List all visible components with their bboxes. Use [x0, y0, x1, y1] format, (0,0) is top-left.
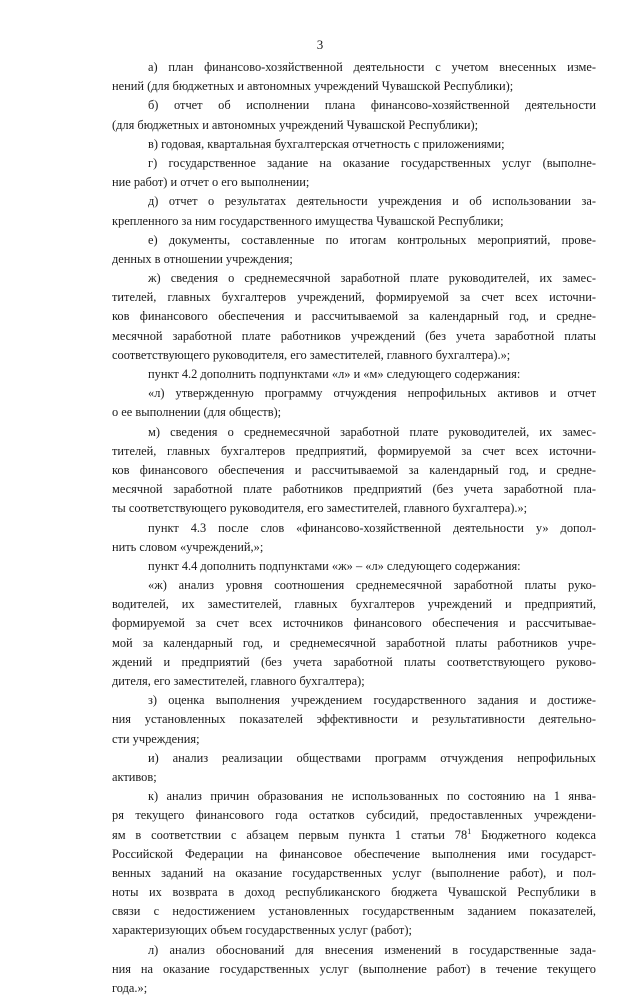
text-line — [112, 634, 596, 653]
text-line-content: тителей, главных бухгалтеров предприятий, формируемой за счет всех источни- — [112, 443, 596, 458]
text-line — [112, 192, 596, 211]
text-line-content: нений (для бюджетных и автономных учреждений Чувашской Республики); — [112, 79, 514, 94]
text-line-content: м) сведения о среднемесячной заработной плате руководителей, их замес- — [148, 424, 596, 439]
text-line — [112, 730, 596, 749]
text-line-content: венных заданий на оказание государственных услуг (выполнение работ), и пол- — [112, 865, 596, 880]
text-line — [112, 499, 596, 518]
text-line-content: мой за календарный год, и среднемесячной заработной платы работников учре- — [112, 635, 596, 650]
text-line — [112, 346, 596, 365]
text-line-content: характеризующих объем государственных услуг (работ); — [112, 923, 412, 938]
text-line-content: нить словом «учреждений,»; — [112, 539, 264, 554]
text-line-content: месячной заработной плате работников учреждений (без учета заработной платы — [112, 328, 596, 343]
text-line — [112, 557, 596, 576]
text-line — [112, 384, 596, 403]
text-line-content: соответствующего руководителя, его заместителей, главного бухгалтера).»; — [112, 347, 511, 362]
text-line — [112, 250, 596, 269]
text-line — [112, 749, 596, 768]
text-line — [112, 672, 596, 691]
text-line-content: ря текущего финансового года остатков субсидий, предоставленных учреждени- — [112, 808, 596, 823]
text-line — [112, 58, 596, 77]
text-line-content: пункт 4.4 дополнить подпунктами «ж» – «л» следующего содержания: — [148, 558, 521, 573]
text-line — [112, 960, 596, 979]
text-line — [112, 116, 596, 135]
document-body — [112, 58, 596, 998]
text-line-content: ков финансового обеспечения и рассчитываемой за календарный год, и средне- — [112, 462, 596, 477]
text-line — [112, 768, 596, 787]
text-line — [112, 826, 596, 845]
text-line — [112, 864, 596, 883]
text-line-content: ноты их возврата в доход республиканского бюджета Чувашской Республики в — [112, 885, 596, 900]
text-line — [112, 576, 596, 595]
text-line-content: ты соответствующего руководителя, его заместителей, главного бухгалтера).»; — [112, 501, 528, 516]
text-line — [112, 135, 596, 154]
text-line-content: года.»; — [112, 981, 148, 995]
text-line — [112, 442, 596, 461]
text-line-content: связи с недостижением установленных государственным заданием показателей, — [112, 904, 596, 919]
text-line-content: ж) сведения о среднемесячной заработной плате руководителей, их замес- — [148, 271, 596, 286]
text-line — [112, 173, 596, 192]
text-line-content: ния установленных показателей эффективности и результативности деятельно- — [112, 712, 596, 727]
text-line-content: тителей, главных бухгалтеров учреждений, формируемой за счет всех источни- — [112, 290, 596, 305]
text-line — [112, 538, 596, 557]
text-line-content: ние работ) и отчет о его выполнении; — [112, 175, 310, 190]
text-line-content: е) документы, составленные по итогам контрольных мероприятий, прове- — [148, 232, 596, 247]
text-line — [112, 403, 596, 422]
text-line-content: з) оценка выполнения учреждением государственного задания и достиже- — [148, 693, 596, 708]
text-line-content: б) отчет об исполнении плана финансово-хозяйственной деятельности — [148, 98, 596, 113]
page-number: 3 — [316, 37, 324, 52]
text-line — [112, 902, 596, 921]
text-line-content: крепленного за ним государственного имущества Чувашской Республики; — [112, 213, 504, 228]
text-line-content: к) анализ причин образования не использованных по состоянию на 1 янва- — [148, 789, 596, 804]
text-line-content: а) план финансово-хозяйственной деятельности с учетом внесенных изме- — [148, 60, 596, 74]
text-line-content: «л) утвержденную программу отчуждения непрофильных активов и отчет — [148, 386, 596, 401]
text-line-content: пункт 4.2 дополнить подпунктами «л» и «м» следующего содержания: — [148, 367, 521, 381]
text-line — [112, 212, 596, 231]
text-line — [112, 595, 596, 614]
text-line — [112, 288, 596, 307]
text-line-content: месячной заработной плате работников предприятий (без учета заработной пла- — [112, 482, 596, 497]
text-line — [112, 691, 596, 710]
text-line-content: (для бюджетных и автономных учреждений Чувашской Республики); — [112, 117, 479, 132]
text-line — [112, 154, 596, 173]
text-line-content: д) отчет о результатах деятельности учреждения и об использовании за- — [148, 194, 596, 209]
text-line — [112, 365, 596, 384]
text-line — [112, 327, 596, 346]
text-line-content: денных в отношении учреждения; — [112, 251, 293, 266]
text-line-content: и) анализ реализации обществами программ отчуждения непрофильных — [148, 750, 596, 765]
text-line — [112, 787, 596, 806]
text-line — [112, 77, 596, 96]
text-line-content: ков финансового обеспечения и рассчитываемой за календарный год, и средне- — [112, 309, 596, 324]
text-line-content: активов; — [112, 769, 157, 784]
text-line — [112, 653, 596, 672]
text-line — [112, 461, 596, 480]
text-line-content: «ж) анализ уровня соотношения среднемесячной заработной платы руко- — [148, 578, 596, 593]
text-line — [112, 269, 596, 288]
text-line-content: дителя, его заместителей, главного бухгалтера); — [112, 674, 365, 688]
text-line — [112, 96, 596, 115]
text-line — [112, 231, 596, 250]
text-line — [112, 614, 596, 633]
text-line — [112, 519, 596, 538]
text-line-content: о ее выполнении (для обществ); — [112, 405, 282, 420]
text-line — [112, 845, 596, 864]
text-line — [112, 806, 596, 825]
text-line — [112, 921, 596, 940]
text-line-content: в) годовая, квартальная бухгалтерская отчетность с приложениями; — [148, 136, 505, 151]
text-line — [112, 979, 596, 998]
text-line-content: ния на оказание государственных услуг (выполнение работ) в течение текущего — [112, 961, 596, 976]
text-line — [112, 883, 596, 902]
text-line — [112, 307, 596, 326]
text-line — [112, 710, 596, 729]
text-line — [112, 480, 596, 499]
superscript: 1 — [467, 826, 472, 836]
text-line — [112, 423, 596, 442]
text-line-content: л) анализ обоснований для внесения изменений в государственные зада- — [148, 942, 596, 957]
text-line-content: г) государственное задание на оказание государственных услуг (выполне- — [148, 155, 596, 170]
text-line-content: водителей, их заместителей, главных бухгалтеров учреждений и предприятий, — [112, 597, 596, 612]
text-line-tail: Бюджетного кодекса — [471, 827, 596, 842]
text-line-content: пункт 4.3 после слов «финансово-хозяйственной деятельности у» допол- — [148, 520, 596, 535]
text-line-content: Российской Федерации на финансовое обеспечение выполнения ими государст- — [112, 846, 596, 861]
text-line-content: формируемой за счет всех источников финансового обеспечения и рассчитывае- — [112, 616, 596, 631]
text-line-content: ждений и предприятий (без учета заработной платы соответствующего руково- — [112, 654, 596, 669]
text-line — [112, 941, 596, 960]
text-line-content: сти учреждения; — [112, 731, 200, 746]
text-line-content: ям в соответствии с абзацем первым пункта 1 статьи 78 — [112, 827, 468, 842]
